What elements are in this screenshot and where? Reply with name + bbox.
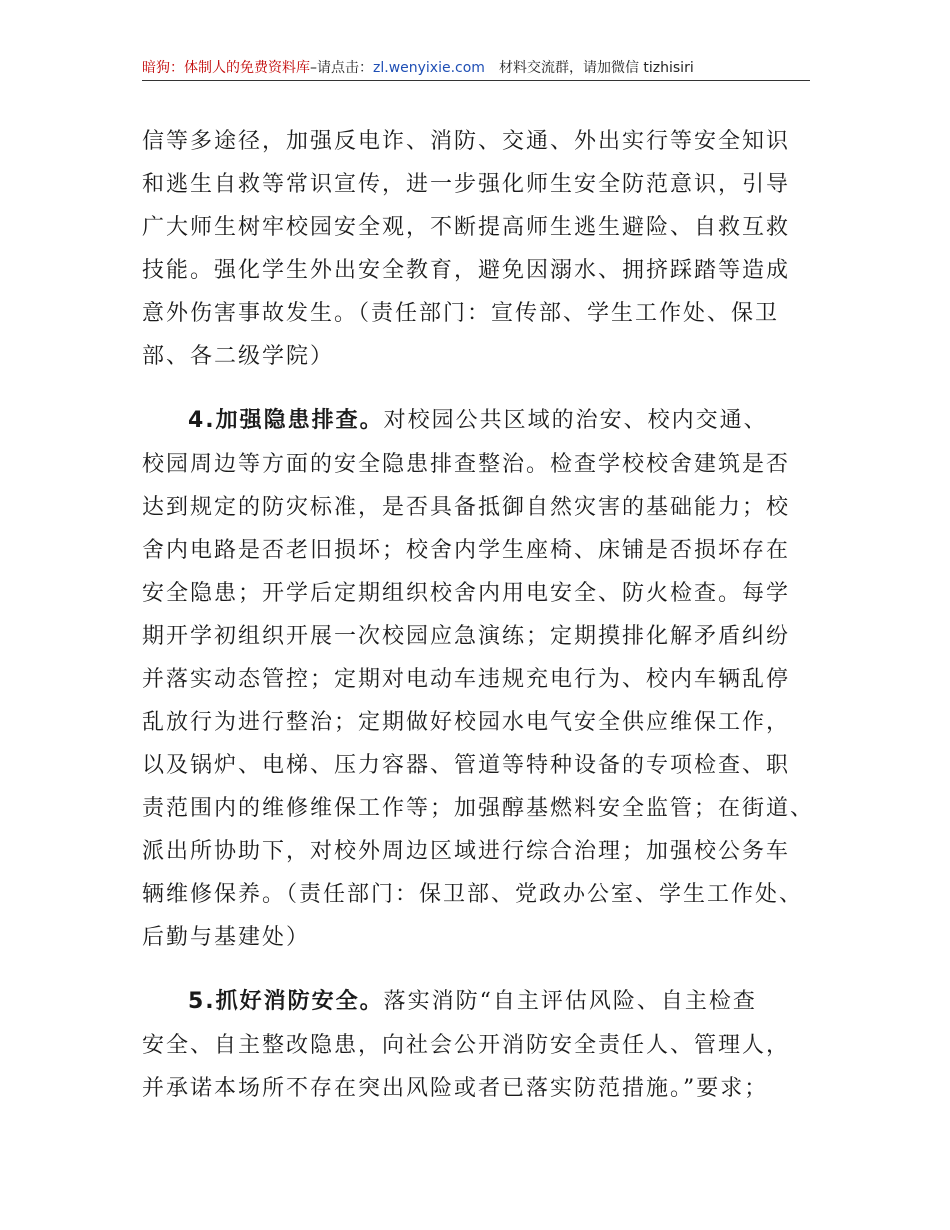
- paragraph-line: 并落实动态管控；定期对电动车违规充电行为、校内车辆乱停: [142, 667, 791, 692]
- paragraph-line: 舍内电路是否老旧损坏；校舍内学生座椅、床铺是否损坏存在: [142, 538, 791, 563]
- header-group-note: 材料交流群，请加微信 tizhisiri: [498, 60, 694, 76]
- paragraph-line: 以及锅炉、电梯、压力容器、管道等特种设备的专项检查、职: [142, 753, 791, 778]
- paragraph-line: 技能。强化学生外出安全教育，避免因溺水、拥挤踩踏等造成: [142, 258, 791, 283]
- section-4-first-line: [188, 403, 768, 439]
- paragraph-line: 部、各二级学院）: [142, 344, 335, 369]
- paragraph-line: 安全隐患；开学后定期组织校舍内用电安全、防火检查。每学: [142, 581, 791, 606]
- section-5-intro: 落实消防“自主评估风险、自主检查: [383, 989, 757, 1014]
- paragraph-line: 辆维修保养。（责任部门：保卫部、党政办公室、学生工作处、: [142, 882, 804, 907]
- section-5-heading: 5.抓好消防安全。: [188, 989, 384, 1014]
- paragraph-line: 责范围内的维修维保工作等；加强醇基燃料安全监管；在街道、: [142, 796, 815, 821]
- header-prompt: –请点击：: [310, 60, 373, 76]
- header-url-link[interactable]: zl.wenyixie.com: [373, 60, 485, 76]
- header-site-name: 暗狗：体制人的免费资料库: [142, 60, 310, 76]
- paragraph-line: 意外伤害事故发生。（责任部门：宣传部、学生工作处、保卫: [142, 301, 780, 326]
- paragraph-line: 广大师生树牢校园安全观，不断提高师生逃生避险、自救互救: [142, 215, 791, 240]
- section-4-heading: 4.加强隐患排查。: [188, 408, 384, 433]
- paragraph-line: 达到规定的防灾标准，是否具备抵御自然灾害的基础能力；校: [142, 495, 791, 520]
- document-header: [142, 56, 810, 80]
- paragraph-line: 乱放行为进行整治；定期做好校园水电气安全供应维保工作，: [142, 710, 791, 735]
- paragraph-line: 并承诺本场所不存在突出风险或者已落实防范措施。”要求；: [142, 1076, 769, 1101]
- paragraph-line: 安全、自主整改隐患，向社会公开消防安全责任人、管理人，: [142, 1033, 791, 1058]
- paragraph-line: 校园周边等方面的安全隐患排查整治。检查学校校舍建筑是否: [142, 452, 791, 477]
- paragraph-line: 信等多途径，加强反电诈、消防、交通、外出实行等安全知识: [142, 129, 791, 154]
- section-5-first-line: [188, 984, 757, 1020]
- header-divider: [142, 80, 810, 81]
- paragraph-line: 后勤与基建处）: [142, 925, 311, 950]
- paragraph-line: 派出所协助下，对校外周边区域进行综合治理；加强校公务车: [142, 839, 791, 864]
- section-4-intro: 对校园公共区域的治安、校内交通、: [383, 408, 768, 433]
- paragraph-line: 期开学初组织开展一次校园应急演练；定期摸排化解矛盾纠纷: [142, 624, 791, 649]
- paragraph-line: 和逃生自救等常识宣传，进一步强化师生安全防范意识，引导: [142, 172, 791, 197]
